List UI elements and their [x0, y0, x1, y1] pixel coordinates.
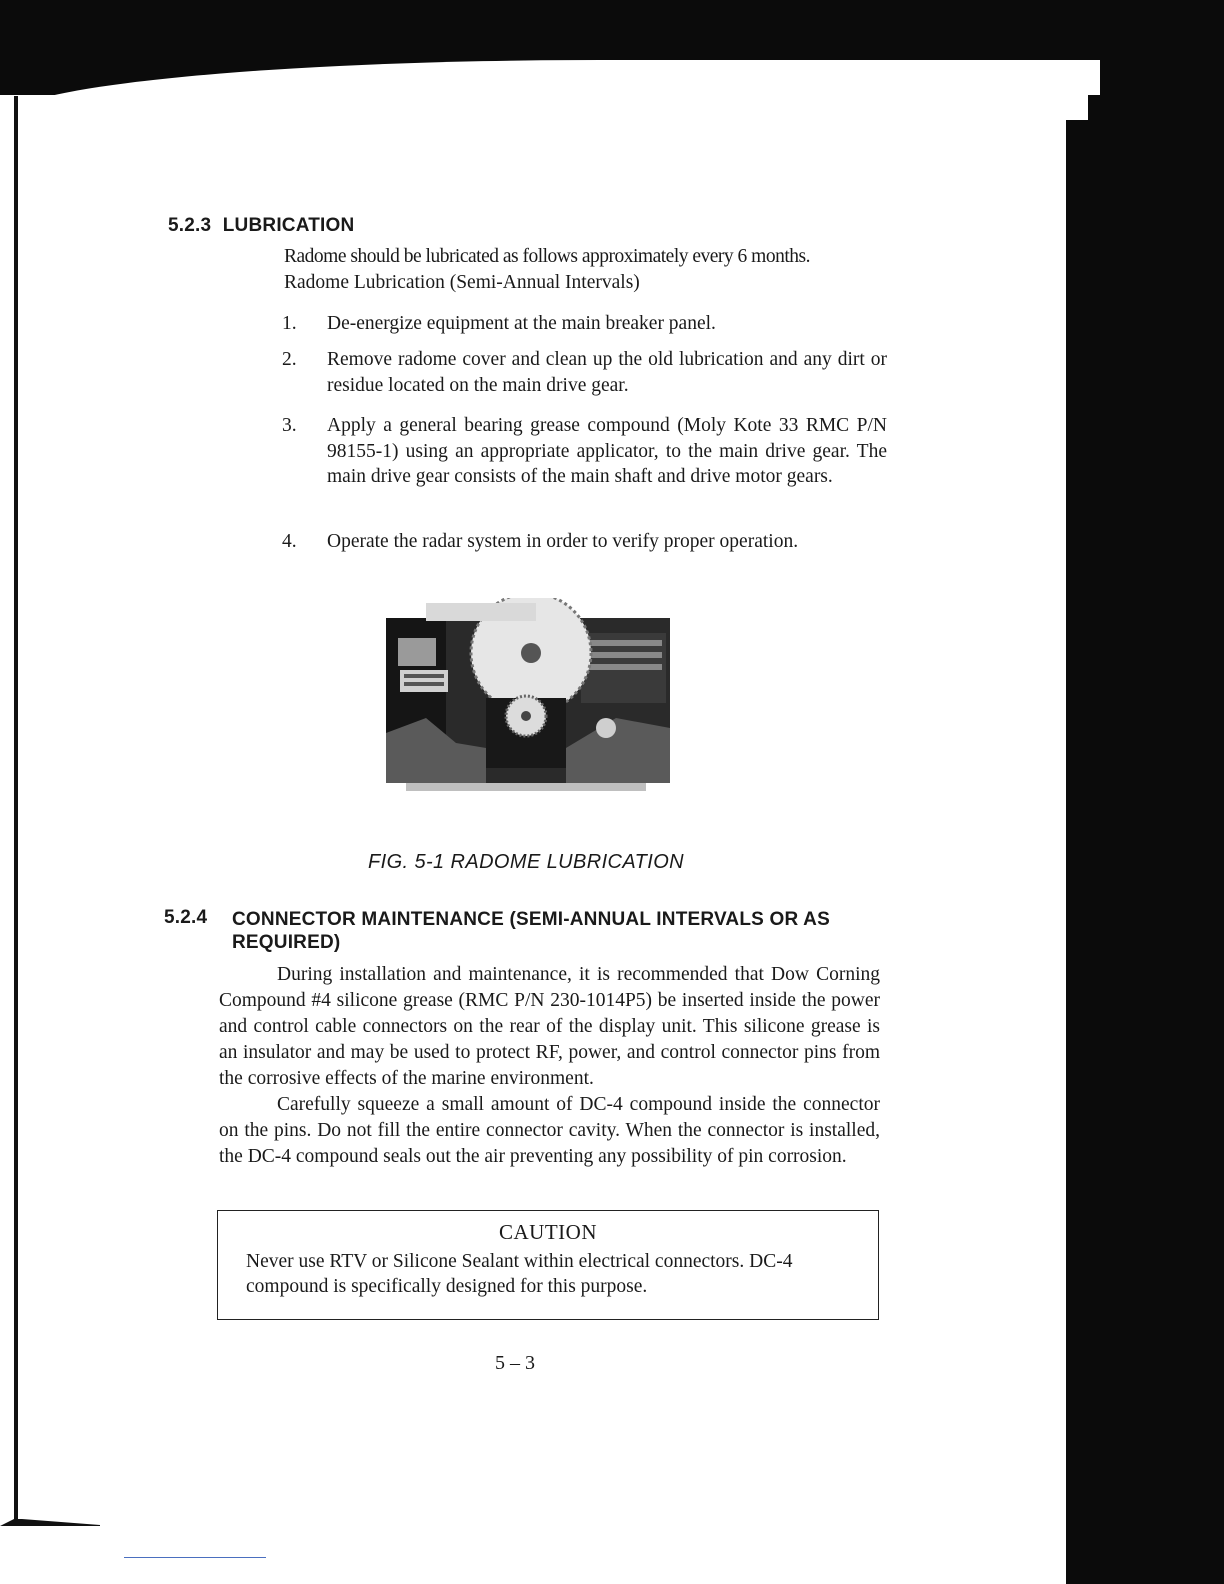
scan-edge-foot: [0, 1515, 100, 1527]
step-number: 1.: [282, 313, 297, 334]
figure-caption: FIG. 5-1 RADOME LUBRICATION: [368, 851, 685, 873]
radome-lubrication-photo: [386, 598, 670, 803]
section-524-number: 5.2.4: [164, 907, 208, 928]
step-number: 3.: [282, 415, 297, 436]
list-item: [282, 529, 892, 557]
list-item: [282, 311, 892, 339]
section-523-intro-line1: Radome should be lubricated as follows approximately every 6 months.: [284, 246, 810, 267]
step-text: Operate the radar system in order to verify proper operation.: [327, 531, 799, 552]
section-523-number: 5.2.3: [168, 215, 212, 236]
scan-border-left: [14, 96, 18, 1526]
section-524-paragraph-1: During installation and maintenance, it is recommended that Dow Corning Compound #4 silicone grease (RMC P/N 230-1014P5) be inserted inside the power and control cable connectors on the rear of the display unit. This silicone grease is an insulator and may be used to protect RF, power, and control connector pins from the corrosive effects of the marine environment.: [219, 964, 880, 1089]
scan-border-right: [1066, 95, 1224, 1584]
caution-box: [217, 1210, 879, 1320]
caution-title: CAUTION: [499, 1220, 597, 1244]
step-text: Remove radome cover and clean up the old lubrication and any dirt or residue located on the main drive gear.: [327, 349, 887, 396]
section-523-title: LUBRICATION: [222, 215, 355, 236]
step-text: De-energize equipment at the main breaker panel.: [327, 313, 716, 334]
caution-text: Never use RTV or Silicone Sealant within electrical connectors. DC-4 compound is specifically designed for this purpose.: [246, 1251, 793, 1297]
step-number: 2.: [282, 349, 297, 370]
step-text: Apply a general bearing grease compound (Moly Kote 33 RMC P/N 98155-1) using an appropriate applicator, to the main drive gear. The main drive gear consists of the main shaft and drive motor gears.: [327, 415, 887, 487]
step-number: 4.: [282, 531, 297, 552]
section-524-paragraph-2: Carefully squeeze a small amount of DC-4 compound inside the connector on the pins. Do not fill the entire connector cavity. When the connector is installed, the DC-4 compound seals out the air preventing any possibility of pin corrosion.: [219, 1094, 880, 1167]
scan-notch: [1066, 95, 1088, 120]
list-item: [282, 413, 892, 517]
section-523-heading: [168, 215, 354, 237]
scan-edge-line: [124, 1557, 266, 1558]
list-item: [282, 347, 892, 401]
page-number: 5 – 3: [495, 1352, 535, 1374]
section-524-title-line2: REQUIRED): [232, 932, 341, 953]
section-523-intro-line2: Radome Lubrication (Semi-Annual Intervals): [284, 272, 640, 293]
section-524-title-line1: CONNECTOR MAINTENANCE (SEMI-ANNUAL INTERVALS OR AS: [232, 909, 830, 930]
